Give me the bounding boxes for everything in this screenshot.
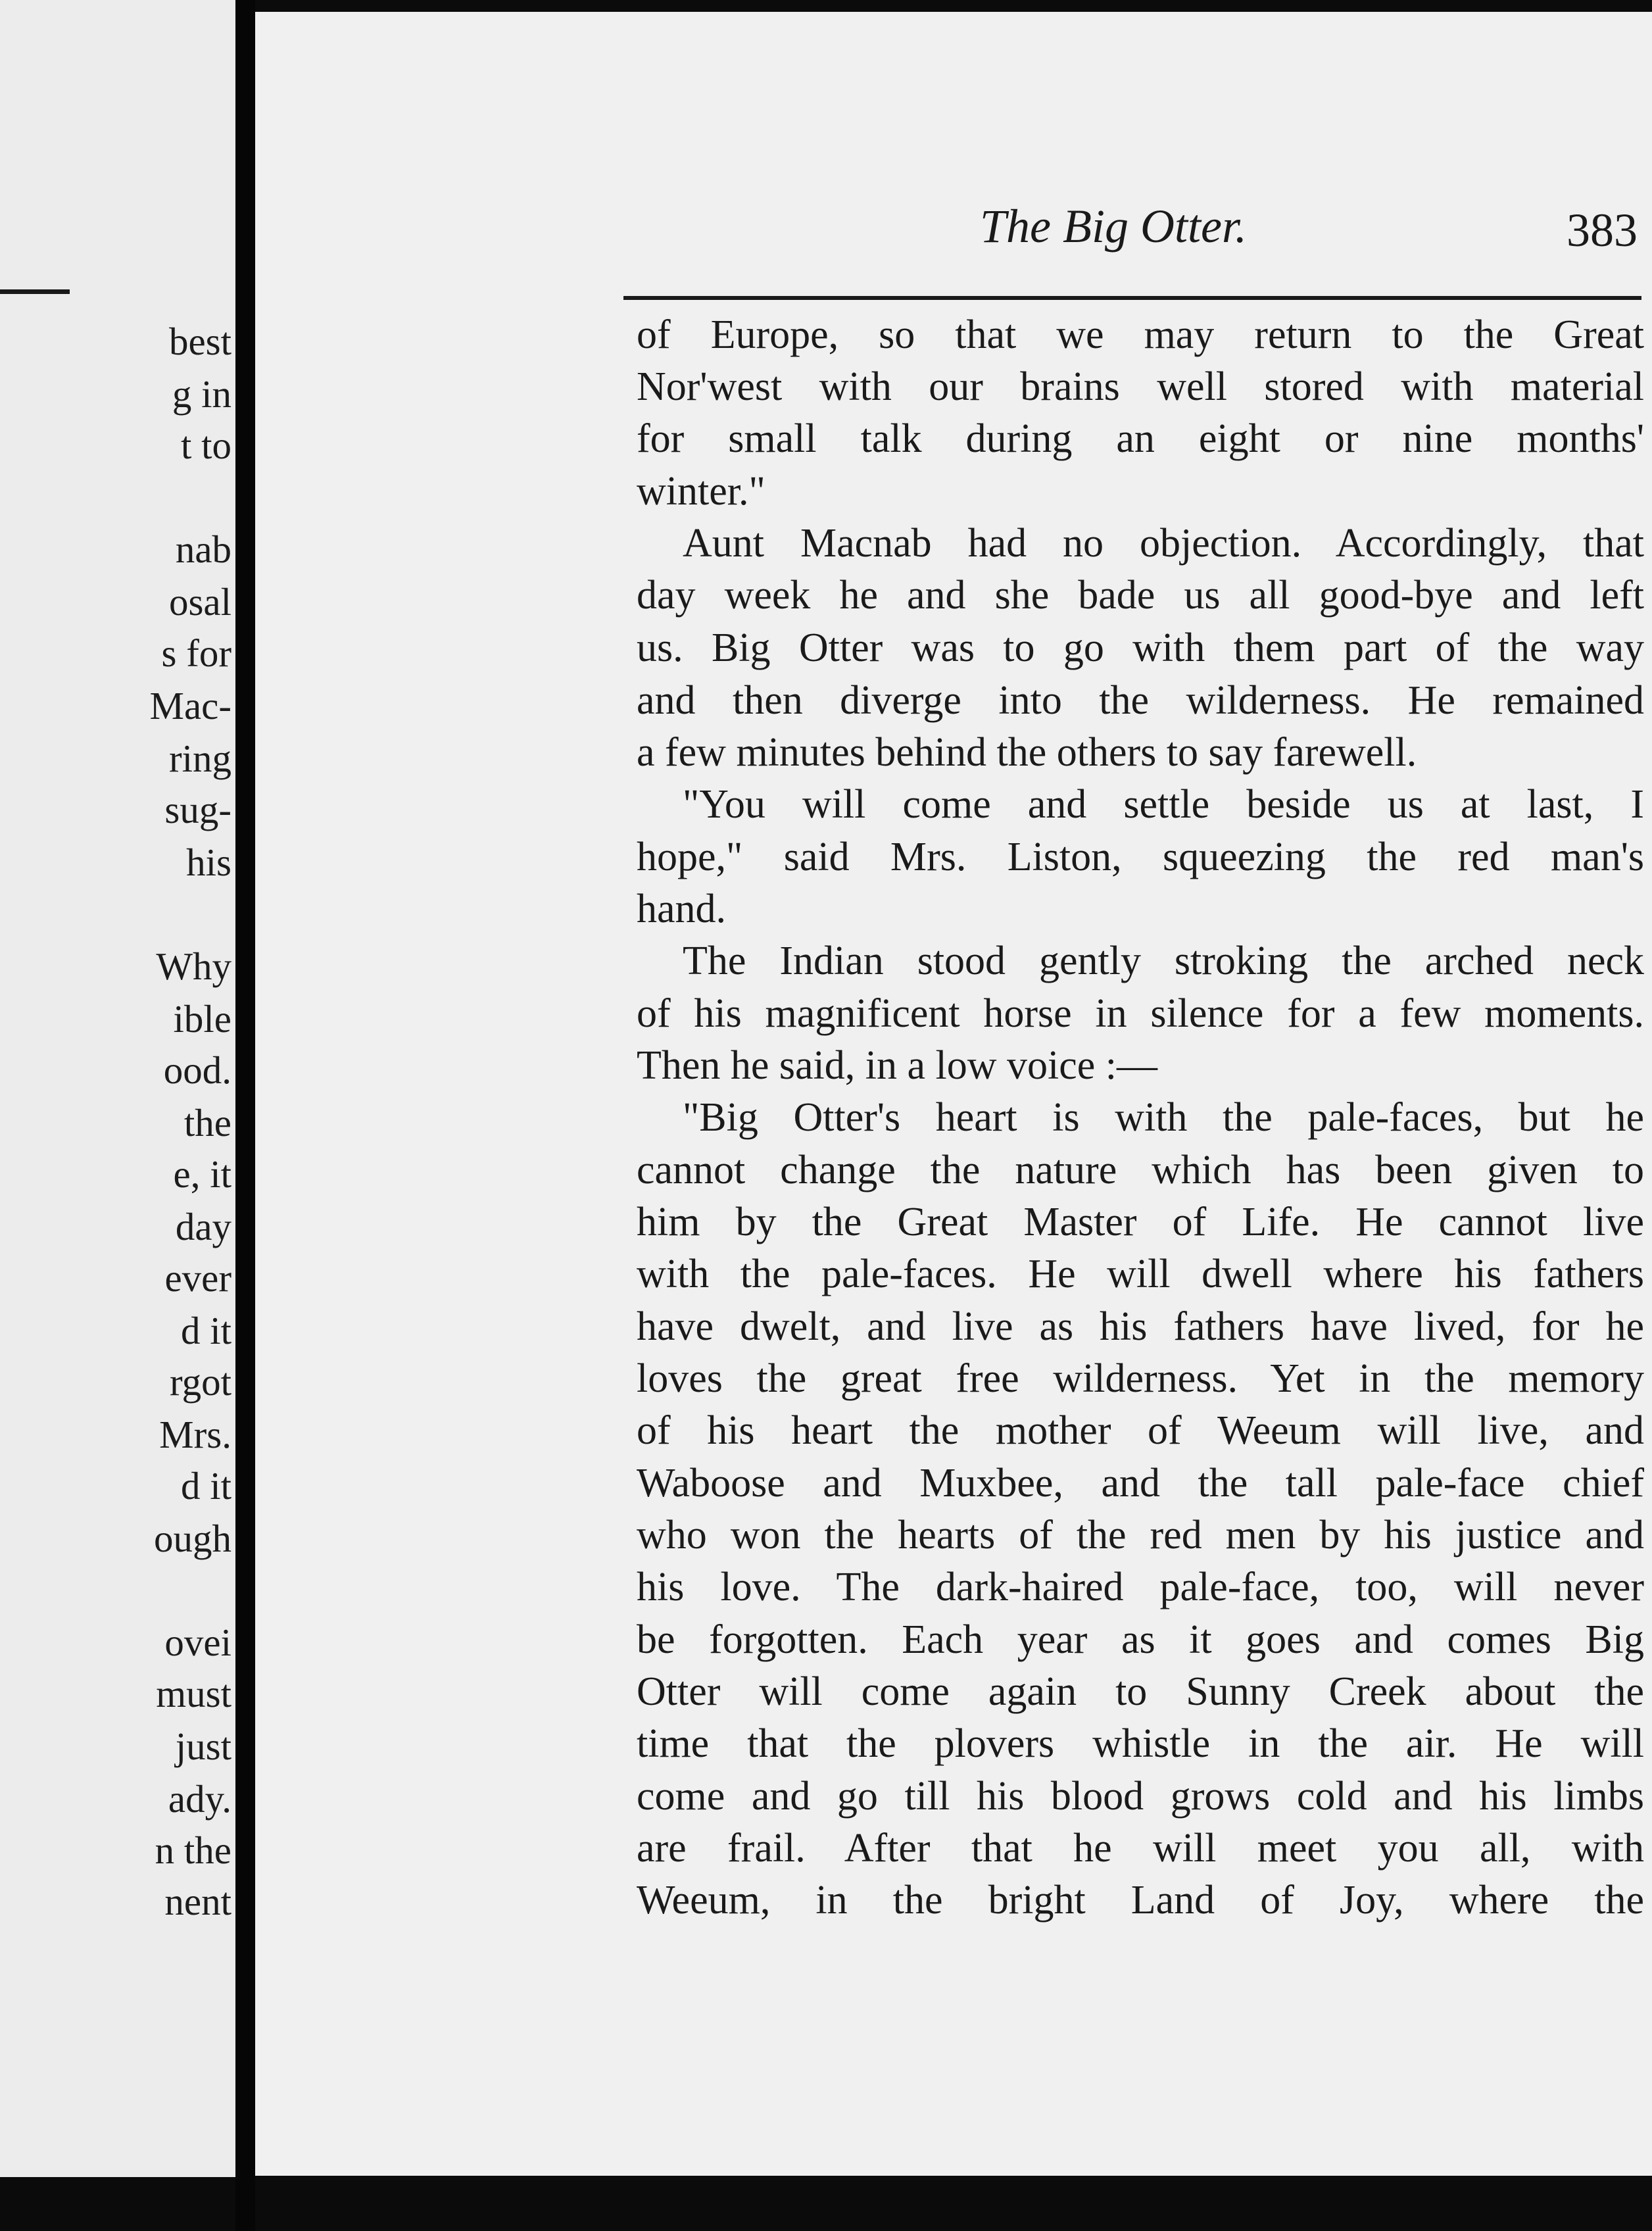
left-page-line: Mac-	[149, 684, 231, 727]
body-line: time that the plovers whistle in the air. He will	[637, 1721, 1644, 1766]
book-gutter	[235, 0, 255, 2231]
left-page-line: rgot	[170, 1360, 231, 1404]
body-line: loves the great free wilderness. Yet in the memory	[637, 1356, 1644, 1401]
body-line: come and go till his blood grows cold and his limbs	[637, 1774, 1644, 1819]
left-page-line: ible	[173, 997, 231, 1041]
body-line: him by the Great Master of Life. He cannot live	[637, 1200, 1644, 1244]
body-line: day week he and she bade us all good-bye and left	[637, 573, 1644, 618]
left-page-line: n the	[155, 1828, 231, 1872]
left-page-line: d it	[180, 1464, 231, 1508]
left-page-line: day	[175, 1205, 231, 1248]
left-page-line: ady.	[168, 1777, 231, 1821]
body-line: "Big Otter's heart is with the pale-faces, but he	[683, 1095, 1644, 1140]
body-line: be forgotten. Each year as it goes and comes Big	[637, 1617, 1644, 1662]
body-line: have dwelt, and live as his fathers have lived, for he	[637, 1304, 1644, 1349]
body-line: for small talk during an eight or nine months'	[637, 416, 1644, 461]
left-page-line: s for	[161, 631, 231, 675]
body-line: Otter will come again to Sunny Creek about the	[637, 1669, 1644, 1714]
body-line: cannot change the nature which has been given to	[637, 1148, 1644, 1192]
body-line: of his magnificent horse in silence for a few moments.	[637, 991, 1644, 1036]
left-page-line: ring	[168, 737, 231, 780]
left-page-line: g in	[172, 372, 231, 416]
left-page-line: just	[175, 1725, 231, 1768]
body-line: with the pale-faces. He will dwell where his fathers	[637, 1252, 1644, 1296]
body-line: Nor'west with our brains well stored with material	[637, 364, 1644, 409]
body-line: hand.	[637, 887, 727, 931]
body-line: of Europe, so that we may return to the Great	[637, 312, 1644, 357]
left-page-line: d it	[180, 1309, 231, 1352]
left-page-line: ood.	[163, 1048, 231, 1092]
left-page-line: t to	[180, 424, 231, 467]
left-page-line: e, it	[173, 1152, 231, 1196]
left-page-line: ough	[154, 1517, 231, 1560]
left-page-rule	[0, 289, 70, 294]
running-header-title: The Big Otter.	[980, 200, 1247, 253]
left-page-line: ever	[164, 1256, 231, 1300]
left-page-line: best	[168, 320, 231, 363]
body-line: a few minutes behind the others to say farewell.	[637, 730, 1417, 775]
body-line: who won the hearts of the red men by his justice and	[637, 1513, 1644, 1557]
left-page-line: Mrs.	[159, 1413, 231, 1456]
body-line: his love. The dark-haired pale-face, too, will never	[637, 1565, 1644, 1609]
body-line: us. Big Otter was to go with them part of the way	[637, 625, 1644, 670]
page-number: 383	[1567, 204, 1638, 257]
body-line: of his heart the mother of Weeum will live, and	[637, 1408, 1644, 1453]
body-line: Waboose and Muxbee, and the tall pale-face chief	[637, 1461, 1644, 1506]
body-line: Then he said, in a low voice :—	[637, 1043, 1158, 1088]
left-page-line: nab	[175, 527, 231, 571]
body-line: hope," said Mrs. Liston, squeezing the red man's	[637, 835, 1644, 879]
header-rule	[623, 296, 1641, 300]
left-page-line: must	[156, 1672, 231, 1715]
body-line: The Indian stood gently stroking the arched neck	[683, 939, 1644, 983]
left-page-line: nent	[164, 1880, 231, 1923]
body-line: Aunt Macnab had no objection. Accordingly, that	[683, 521, 1644, 566]
left-page	[0, 0, 235, 2177]
left-page-line: his	[186, 841, 231, 884]
left-page-line: ovei	[164, 1621, 231, 1664]
left-page-line: osal	[168, 580, 231, 624]
body-line: and then diverge into the wilderness. He remained	[637, 678, 1644, 723]
body-line: Weeum, in the bright Land of Joy, where the	[637, 1878, 1644, 1923]
body-line: "You will come and settle beside us at last, I	[683, 782, 1644, 827]
left-page-line: sug-	[164, 788, 231, 831]
left-page-line: Why	[156, 944, 231, 988]
right-page	[255, 12, 1652, 2176]
body-line: are frail. After that he will meet you all, with	[637, 1826, 1644, 1871]
left-page-line: the	[183, 1101, 231, 1144]
body-line: winter."	[637, 469, 765, 514]
